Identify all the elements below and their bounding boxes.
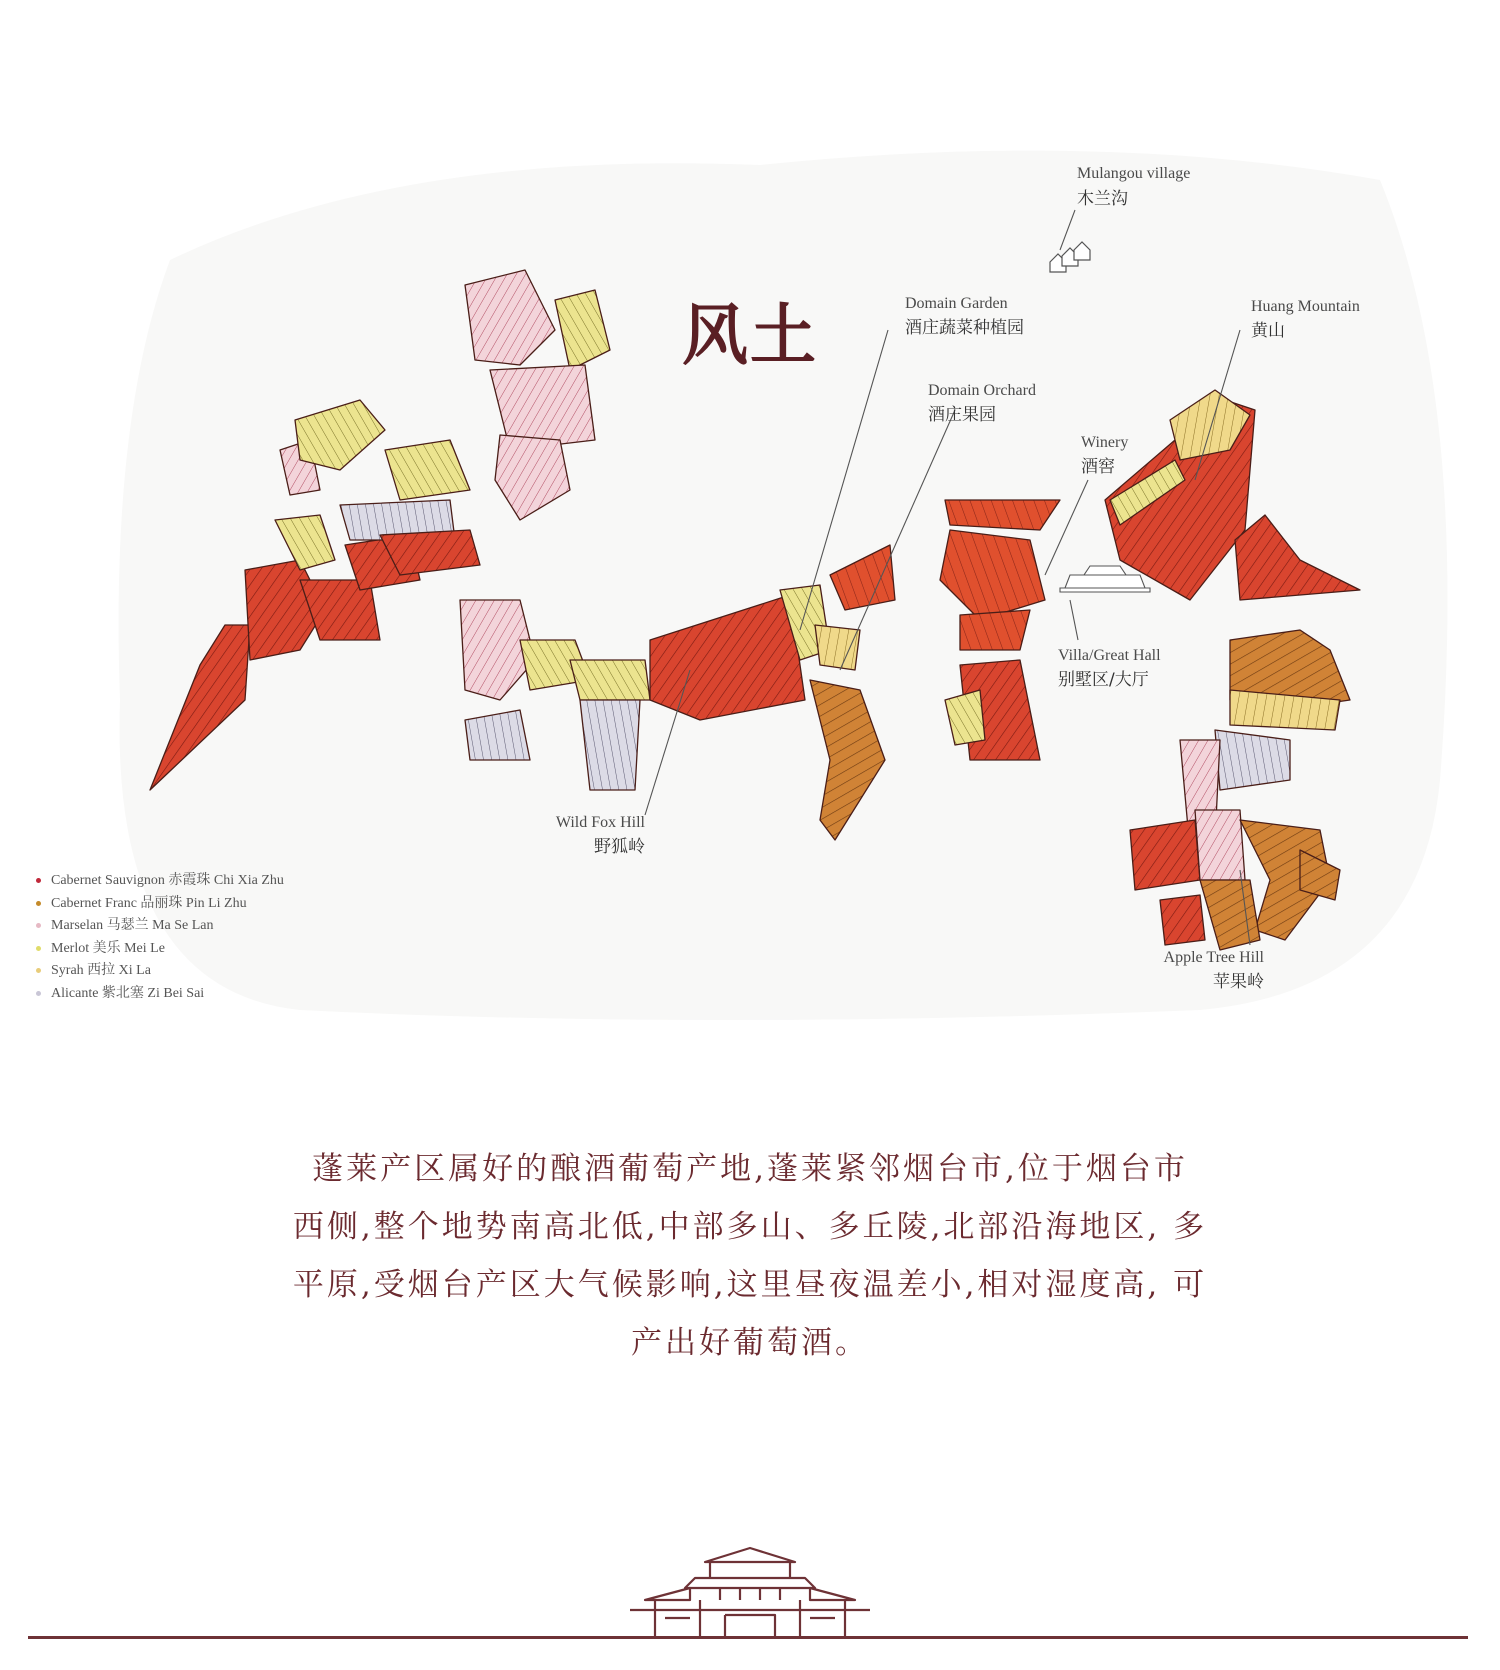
legend-item <box>36 915 284 938</box>
domain-garden-label-en: Domain Garden <box>905 295 1008 312</box>
page-title: 风土 <box>682 296 818 374</box>
winery-label-en: Winery <box>1081 434 1129 451</box>
legend-item <box>36 870 284 893</box>
legend-dot-icon <box>36 878 41 883</box>
legend-dot-icon <box>36 946 41 951</box>
wild-fox-label-en: Wild Fox Hill <box>555 814 645 831</box>
legend-dot-icon <box>36 968 41 973</box>
legend-dot-icon <box>36 991 41 996</box>
description <box>245 1140 1255 1372</box>
wild-fox-label-cn: 野狐岭 <box>594 837 645 857</box>
mulangou-label-cn: 木兰沟 <box>1077 189 1128 209</box>
legend-item <box>36 893 284 916</box>
legend-label: Syrah 西拉 Xi La <box>51 963 151 978</box>
legend-dot-icon <box>36 901 41 906</box>
villa-label-cn: 别墅区/大厅 <box>1058 670 1149 690</box>
description-line: 蓬莱产区属好的酿酒葡萄产地,蓬莱紧邻烟台市,位于烟台市 <box>312 1151 1188 1187</box>
huang-mountain-label-en: Huang Mountain <box>1251 298 1360 315</box>
description-line: 产出好葡萄酒。 <box>631 1325 869 1361</box>
apple-tree-label-cn: 苹果岭 <box>1213 972 1264 992</box>
building-icon <box>600 1540 900 1640</box>
domain-orchard-label-cn: 酒庄果园 <box>928 405 996 425</box>
description-line: 平原,受烟台产区大气候影响,这里昼夜温差小,相对湿度高, 可 <box>292 1267 1208 1303</box>
legend-label: Cabernet Franc 品丽珠 Pin Li Zhu <box>51 895 247 911</box>
mulangou-label-en: Mulangou village <box>1077 165 1191 182</box>
footer-divider <box>28 1636 1468 1639</box>
legend-label: Merlot 美乐 Mei Le <box>51 940 165 956</box>
legend-label: Marselan 马瑟兰 Ma Se Lan <box>51 918 214 933</box>
domain-garden-label-cn: 酒庄蔬菜种植园 <box>905 318 1024 338</box>
legend-item <box>36 960 284 983</box>
villa-label-en: Villa/Great Hall <box>1058 647 1161 664</box>
grape-variety-legend <box>36 870 284 1005</box>
winery-label-cn: 酒窖 <box>1081 457 1115 477</box>
legend-item <box>36 983 284 1006</box>
legend-label: Alicante 紫北塞 Zi Bei Sai <box>51 985 205 1001</box>
legend-label: Cabernet Sauvignon 赤霞珠 Chi Xia Zhu <box>51 873 284 888</box>
legend-item <box>36 938 284 961</box>
domain-orchard-label-en: Domain Orchard <box>928 382 1036 399</box>
legend-dot-icon <box>36 923 41 928</box>
description-line: 西侧,整个地势南高北低,中部多山、多丘陵,北部沿海地区, 多 <box>292 1209 1208 1245</box>
apple-tree-label-en: Apple Tree Hill <box>1163 949 1264 966</box>
huang-mountain-label-cn: 黄山 <box>1251 321 1285 341</box>
